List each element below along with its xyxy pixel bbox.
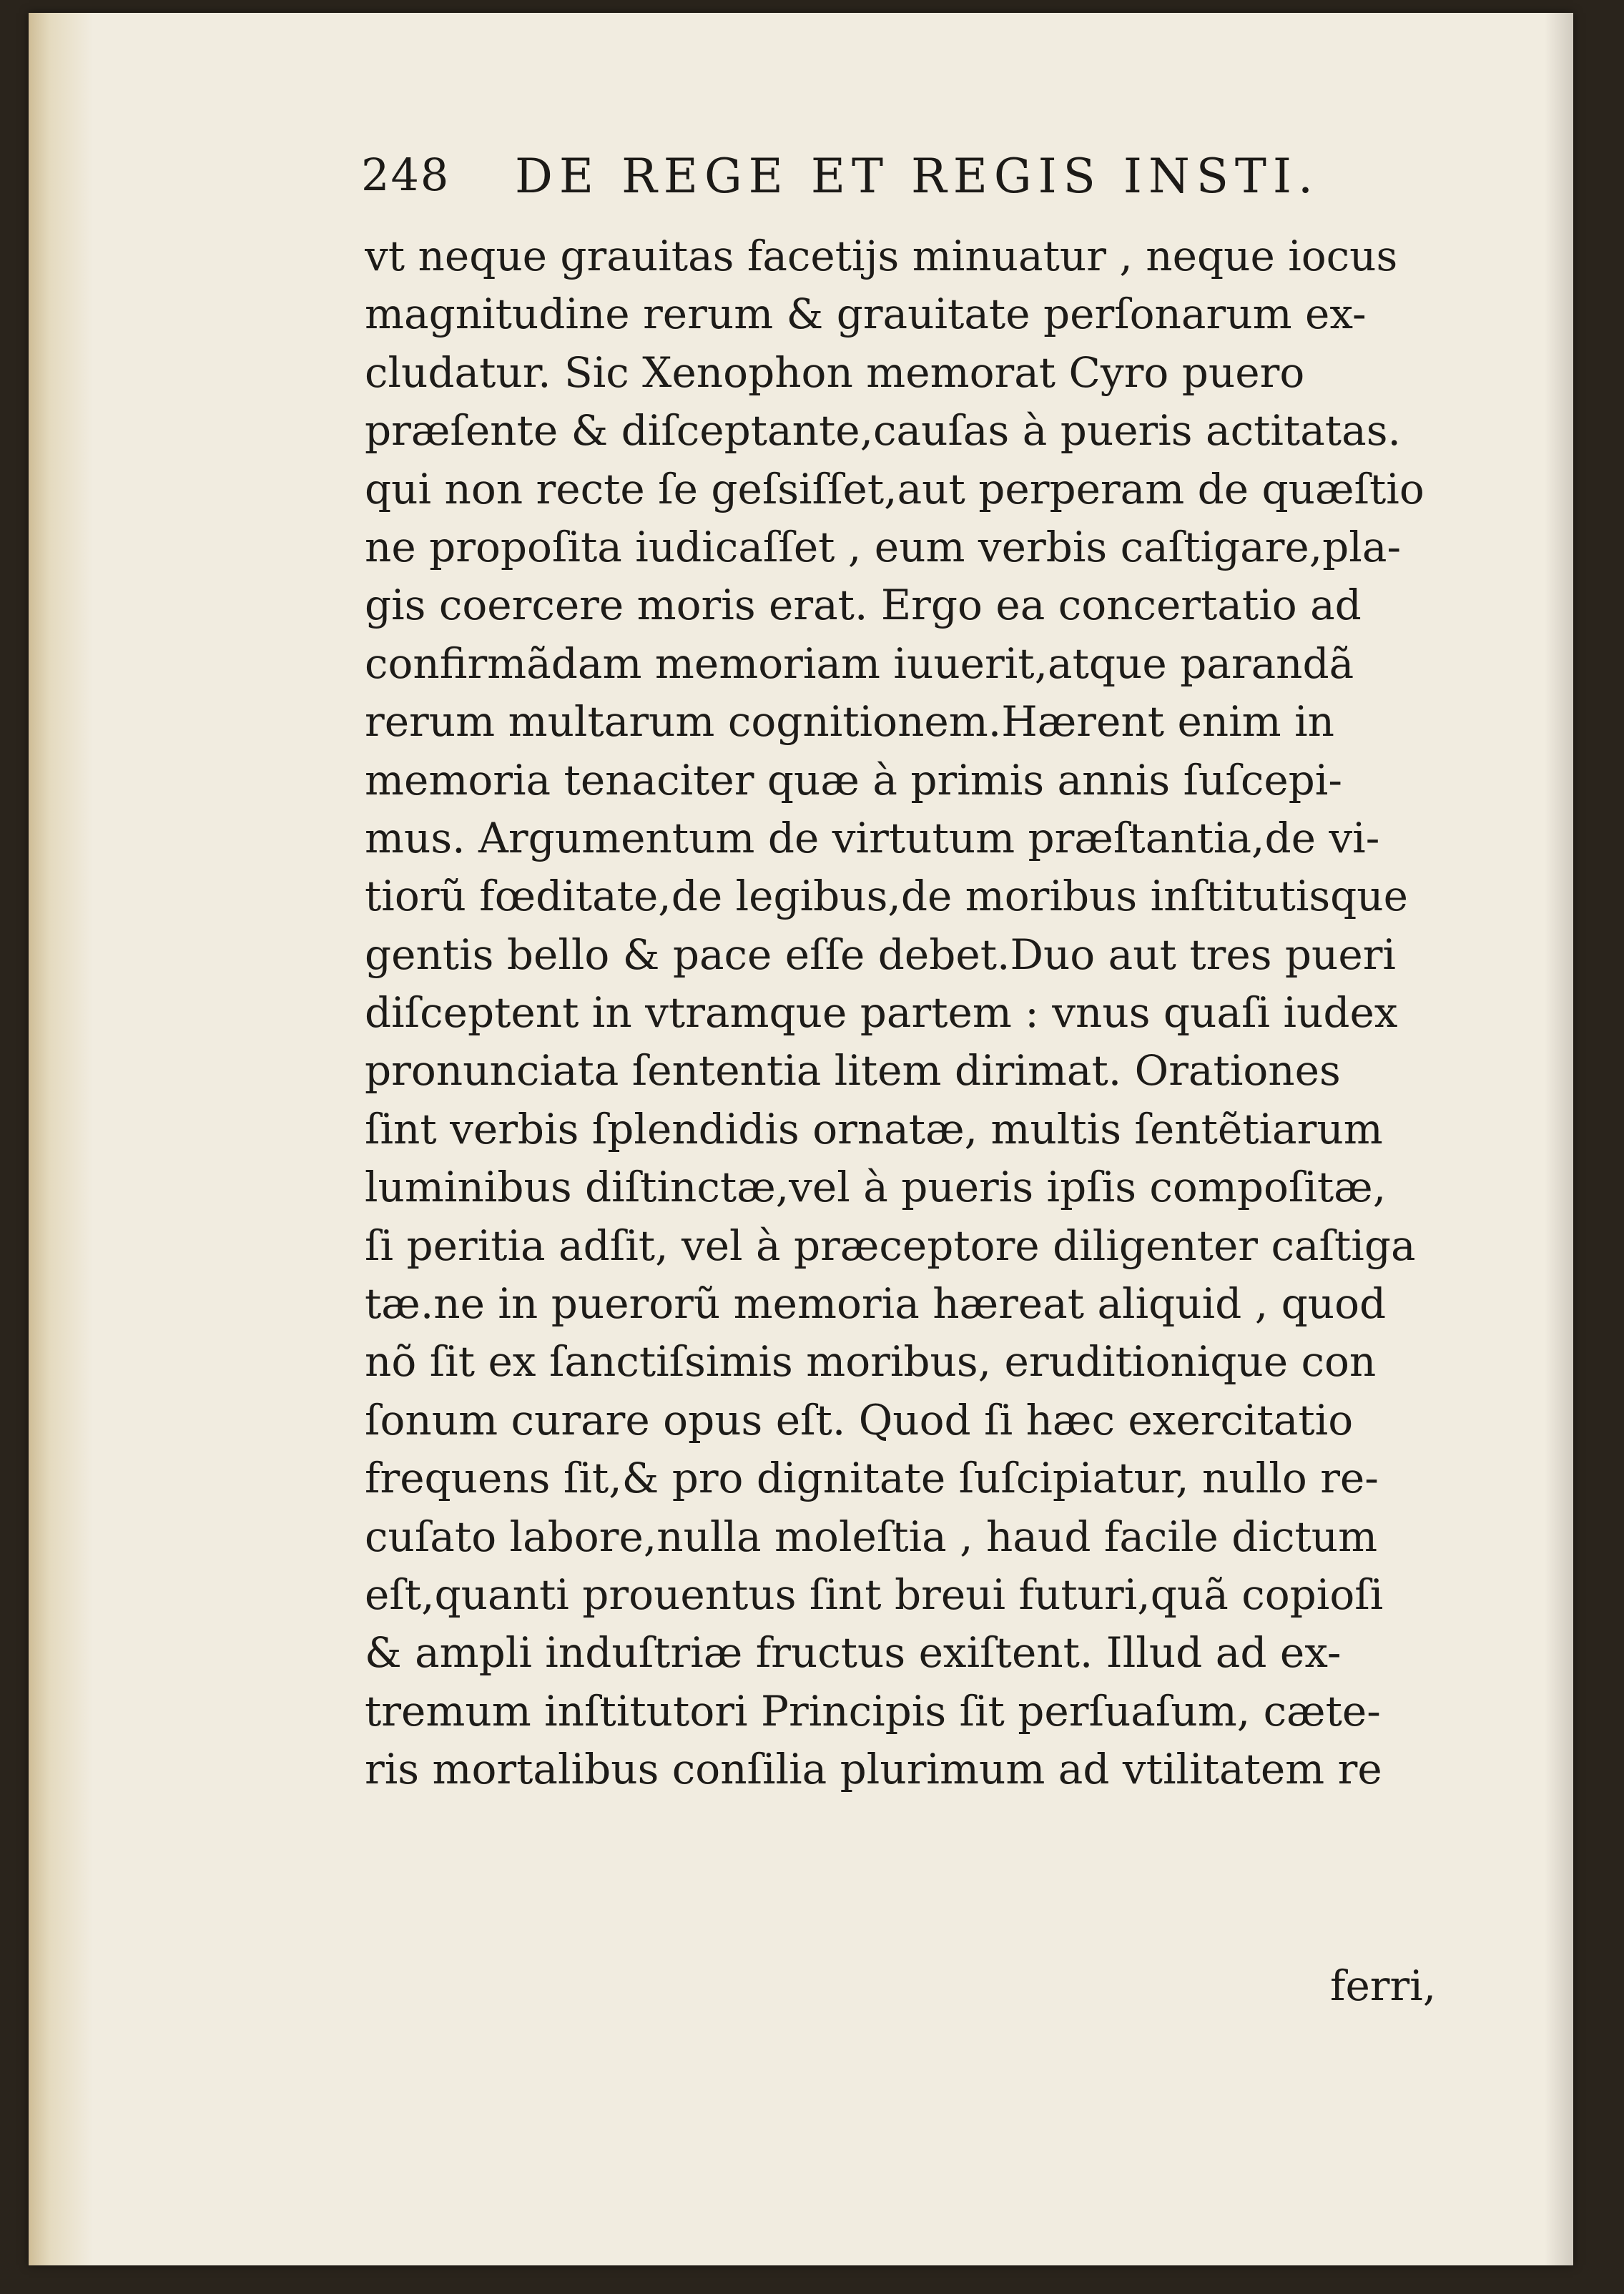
text-line: gis coercere moris erat. Ergo ea concertatio ad xyxy=(365,581,1362,630)
page-header xyxy=(361,149,1348,213)
page-number: 248 xyxy=(361,149,451,201)
text-line: tremum inſtitutori Principis ſit perſuaſum, cæte- xyxy=(365,1686,1381,1736)
text-line: cuſato labore,nulla moleſtia , haud facile dictum xyxy=(365,1512,1378,1561)
text-line: magnitudine rerum & grauitate perſonarum ex- xyxy=(365,290,1367,339)
text-line: cludatur. Sic Xenophon memorat Cyro puero xyxy=(365,348,1305,397)
text-line: frequens ſit,& pro dignitate ſuſcipiatur, nullo re- xyxy=(365,1454,1379,1503)
text-line: ſonum curare opus eſt. Quod ſi hæc exercitatio xyxy=(365,1395,1354,1444)
catchword: ferri, xyxy=(1330,1961,1437,2010)
text-line: tæ.ne in puerorũ memoria hæreat aliquid , quod xyxy=(365,1279,1387,1329)
text-line: memoria tenaciter quæ à primis annis ſuſcepi- xyxy=(365,755,1342,804)
text-line: qui non recte ſe geſsiſſet,aut perperam de quæſtio xyxy=(365,464,1424,513)
running-head: DE REGE ET REGIS INSTI. xyxy=(515,149,1319,204)
text-line: tiorũ fœditate,de legibus,de moribus inſtitutisque xyxy=(365,872,1408,921)
body-text xyxy=(365,227,1480,1799)
text-line: & ampli induſtriæ fructus exiſtent. Illud ad ex- xyxy=(365,1628,1342,1678)
text-line: mus. Argumentum de virtutum præſtantia,de vi- xyxy=(365,813,1380,862)
text-line: eſt,quanti prouentus ſint breui futuri,quã copioſi xyxy=(365,1570,1384,1619)
text-line: ſint verbis ſplendidis ornatæ, multis ſentẽtiarum xyxy=(365,1104,1383,1153)
text-line: ne propoſita iudicaſſet , eum verbis caſtigare,pla- xyxy=(365,522,1402,571)
text-line: luminibus diſtinctæ,vel à pueris ipſis compoſitæ, xyxy=(365,1163,1387,1212)
text-line: ſi peritia adſit, vel à præceptore diligenter caſtiga xyxy=(365,1221,1416,1270)
text-line: diſceptent in vtramque partem : vnus quaſi iudex xyxy=(365,988,1398,1038)
text-line: gentis bello & pace eſſe debet.Duo aut tres pueri xyxy=(365,930,1396,979)
text-line: vt neque grauitas facetijs minuatur , neque iocus xyxy=(365,232,1398,280)
book-page xyxy=(29,13,1573,2265)
text-line: pronunciata ſententia litem dirimat. Orationes xyxy=(365,1046,1341,1096)
text-line: nõ ſit ex ſanctiſsimis moribus, eruditionique con xyxy=(365,1337,1377,1387)
text-line: confirmãdam memoriam iuuerit,atque parandã xyxy=(365,639,1354,688)
text-line: ris mortalibus conſilia plurimum ad vtilitatem re xyxy=(365,1745,1382,1794)
text-line: præſente & diſceptante,cauſas à pueris actitatas. xyxy=(365,406,1401,456)
text-line: rerum multarum cognitionem.Hærent enim in xyxy=(365,697,1335,747)
